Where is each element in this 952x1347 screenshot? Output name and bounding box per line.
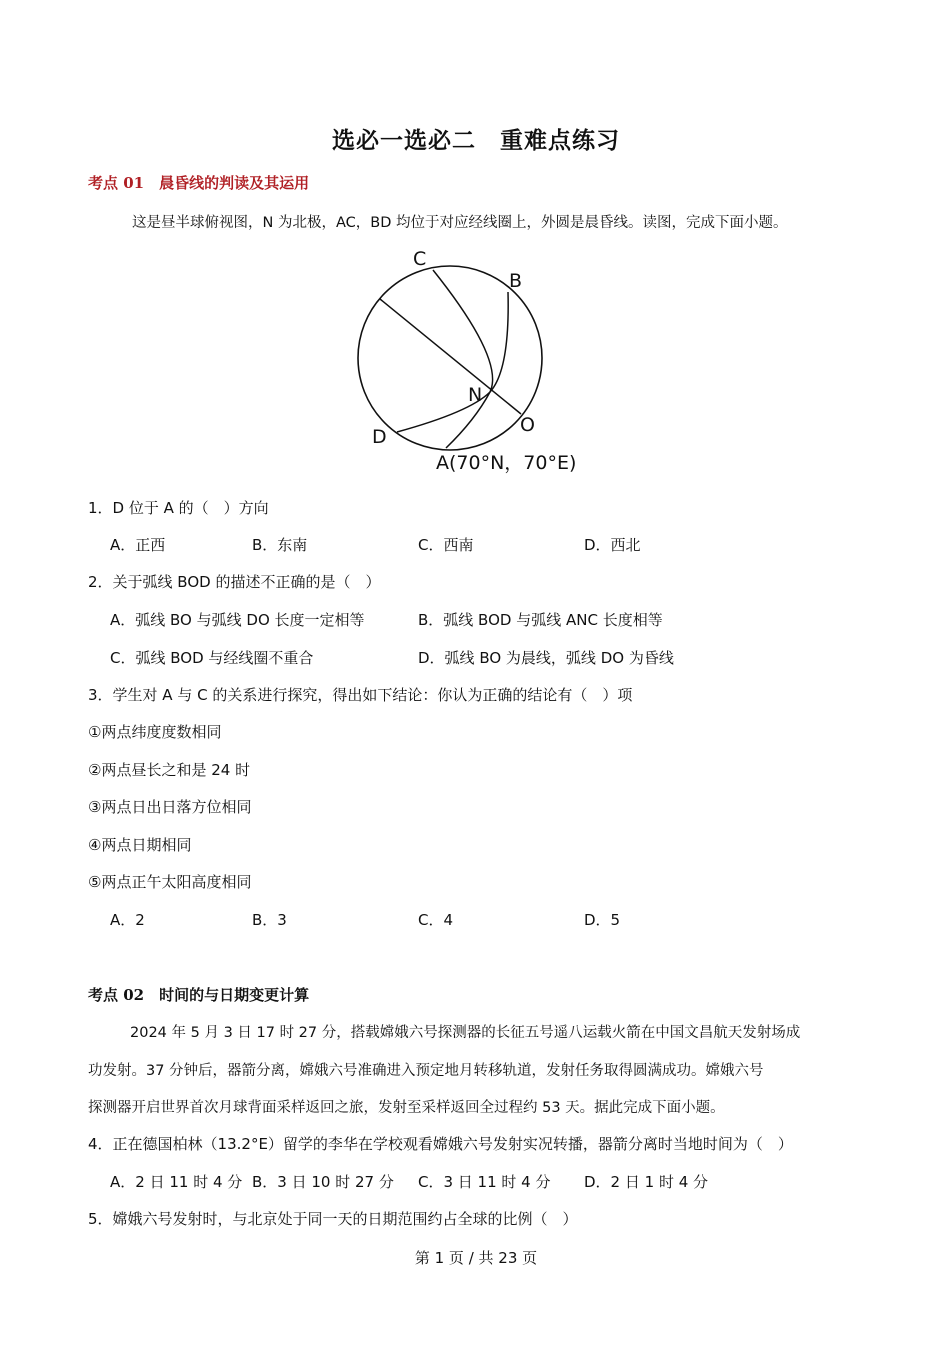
page-footer: 第 1 页 / 共 23 页 (414, 1249, 538, 1267)
terminator-diagram (340, 240, 600, 480)
q4-option-b[interactable]: B．3 日 10 时 27 分 (252, 1173, 394, 1191)
q4-option-d[interactable]: D．2 日 1 时 4 分 (584, 1173, 709, 1191)
label-b: B (509, 270, 523, 292)
meridian-ac (433, 270, 493, 448)
q1-option-b[interactable]: B．东南 (252, 536, 308, 554)
question-1: 1．D 位于 A 的（ ）方向 (88, 499, 269, 517)
question-3: 3．学生对 A 与 C 的关系进行探究，得出如下结论：你认为正确的结论有（ ）项 (88, 686, 633, 704)
q4-option-c[interactable]: C．3 日 11 时 4 分 (418, 1173, 551, 1191)
section-heading-2: 考点 02 时间的与日期变更计算 (88, 986, 310, 1004)
q1-option-a[interactable]: A．正西 (110, 536, 166, 554)
passage-line-3: 探测器开启世界首次月球背面采样返回之旅，发射至采样返回全过程约 53 天。据此完成下面小题。 (88, 1100, 725, 1116)
label-n: N (468, 384, 483, 406)
section-heading-1: 考点 01 晨昏线的判读及其运用 (88, 174, 310, 192)
page-title: 选必一选必二 重难点练习 (332, 127, 620, 154)
label-a: A(70°N，70°E) (436, 452, 577, 474)
question-2: 2．关于弧线 BOD 的描述不正确的是（ ） (88, 573, 381, 591)
q3-statement-5: ⑤两点正午太阳高度相同 (88, 873, 252, 891)
q1-option-d[interactable]: D．西北 (584, 536, 641, 554)
q3-option-b[interactable]: B．3 (252, 911, 287, 929)
q3-statement-2: ②两点昼长之和是 24 时 (88, 761, 251, 779)
q2-option-b[interactable]: B．弧线 BOD 与弧线 ANC 长度相等 (418, 611, 663, 629)
q2-option-d[interactable]: D．弧线 BO 为晨线，弧线 DO 为昏线 (418, 649, 674, 667)
q3-statement-3: ③两点日出日落方位相同 (88, 798, 252, 816)
intro-text: 这是昼半球俯视图，N 为北极，AC，BD 均位于对应经线圈上，外圆是晨昏线。读图，完成下面小题。 (132, 215, 788, 231)
label-o: O (520, 414, 535, 436)
passage-line-2: 功发射。37 分钟后，器箭分离，嫦娥六号准确进入预定地月转移轨道，发射任务取得圆满成功。嫦娥六号 (88, 1063, 764, 1079)
q3-option-c[interactable]: C．4 (418, 911, 454, 929)
q3-statement-1: ①两点纬度度数相同 (88, 723, 222, 741)
question-4: 4．正在德国柏林（13.2°E）留学的李华在学校观看嫦娥六号发射实况转播，器箭分离时当地时间为（ ） (88, 1135, 793, 1153)
q1-option-c[interactable]: C．西南 (418, 536, 474, 554)
q3-option-a[interactable]: A．2 (110, 911, 145, 929)
q2-option-c[interactable]: C．弧线 BOD 与经线圈不重合 (110, 649, 314, 667)
label-d: D (372, 426, 387, 448)
label-c: C (413, 248, 427, 270)
terminator-circle (358, 266, 542, 450)
q2-option-a[interactable]: A．弧线 BO 与弧线 DO 长度一定相等 (110, 611, 365, 629)
arc-line (380, 299, 521, 414)
passage-line-1: 2024 年 5 月 3 日 17 时 27 分，搭载嫦娥六号探测器的长征五号遥八运载火箭在中国文昌航天发射场成 (130, 1025, 801, 1041)
meridian-bd (397, 292, 508, 432)
question-5: 5．嫦娥六号发射时，与北京处于同一天的日期范围约占全球的比例（ ） (88, 1210, 578, 1228)
q3-option-d[interactable]: D．5 (584, 911, 621, 929)
q4-option-a[interactable]: A．2 日 11 时 4 分 (110, 1173, 243, 1191)
q3-statement-4: ④两点日期相同 (88, 836, 192, 854)
